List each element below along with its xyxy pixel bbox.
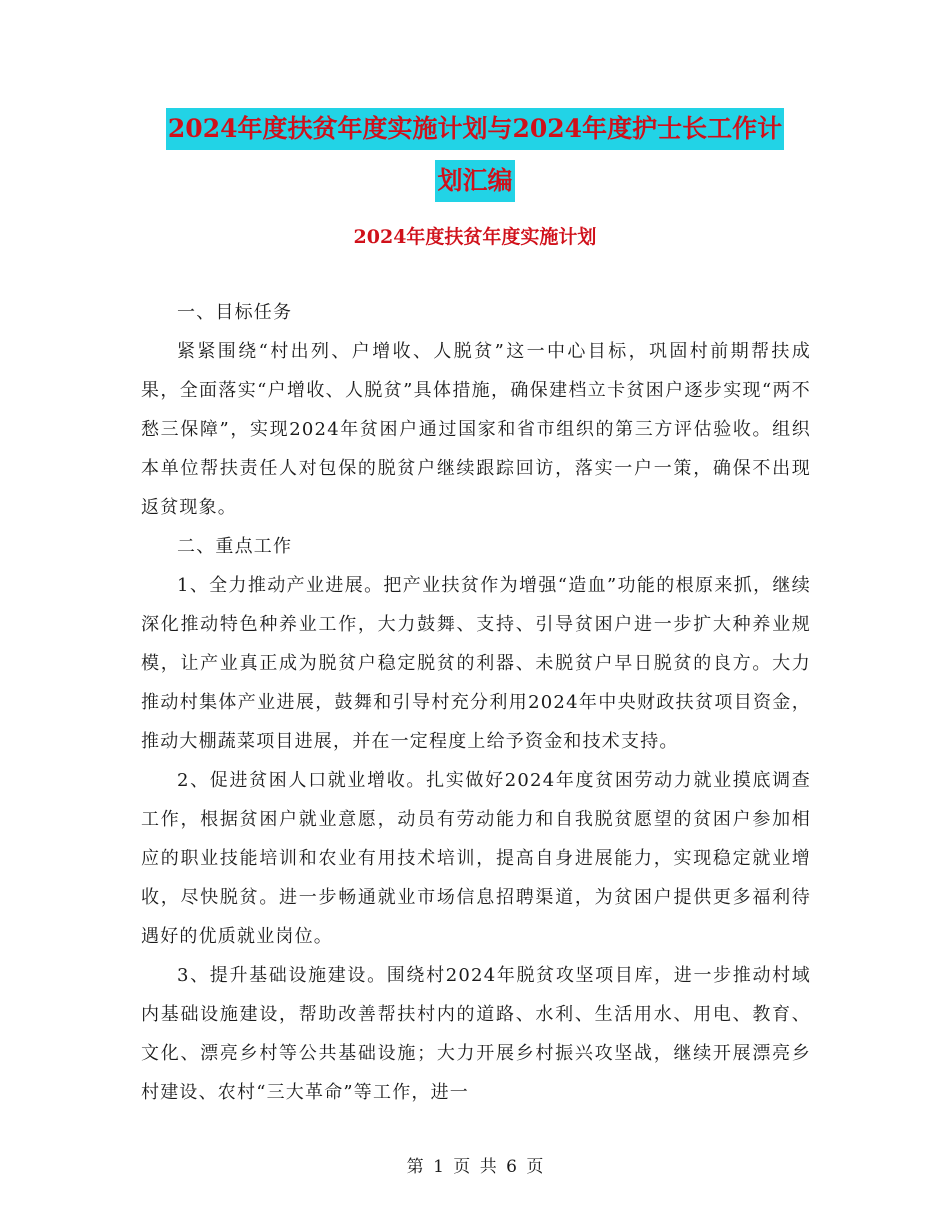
section-heading-key-work: 二、重点工作 xyxy=(177,536,293,557)
section-title: 2024年度扶贫年度实施计划 xyxy=(353,226,597,248)
document-body xyxy=(141,293,811,1112)
paragraph-item-1: 1、全力推动产业进展。把产业扶贫作为增强“造血”功能的根原来抓，继续深化推动特色种养业工作，大力鼓舞、支持、引导贫困户进一步扩大种养业规模，让产业真正成为脱贫户稳定脱贫的利器、未脱贫户早日脱贫的良方。大力推动村集体产业进展，鼓舞和引导村充分利用2024年中央财政扶贫项目资金，推动大棚蔬菜项目进展，并在一定程度上给予资金和技术支持。 xyxy=(141,575,811,752)
paragraph-item-2: 2、促进贫困人口就业增收。扎实做好2024年度贫困劳动力就业摸底调查工作，根据贫困户就业意愿，动员有劳动能力和自我脱贫愿望的贫困户参加相应的职业技能培训和农业有用技术培训，提高自身进展能力，实现稳定就业增收，尽快脱贫。进一步畅通就业市场信息招聘渠道，为贫困户提供更多福利待遇好的优质就业岗位。 xyxy=(141,770,811,947)
paragraph-item-3: 3、提升基础设施建设。围绕村2024年脱贫攻坚项目库，进一步推动村域内基础设施建设，帮助改善帮扶村内的道路、水利、生活用水、用电、教育、文化、漂亮乡村等公共基础设施；大力开展乡村振兴攻坚战，继续开展漂亮乡村建设、农村“三大革命”等工作，进一 xyxy=(141,965,811,1103)
title-line-2: 划汇编 xyxy=(435,160,514,202)
page-number: 第 1 页 共 6 页 xyxy=(406,1157,544,1177)
section-heading-goals: 一、目标任务 xyxy=(177,302,293,323)
document-title xyxy=(0,108,950,202)
title-line-1: 2024年度扶贫年度实施计划与2024年度护士长工作计 xyxy=(166,108,784,150)
paragraph-goals: 紧紧围绕“村出列、户增收、人脱贫”这一中心目标，巩固村前期帮扶成果，全面落实“户增收、人脱贫”具体措施，确保建档立卡贫困户逐步实现“两不愁三保障”，实现2024年贫困户通过国家和省市组织的第三方评估验收。组织本单位帮扶责任人对包保的脱贫户继续跟踪回访，落实一户一策，确保不出现返贫现象。 xyxy=(141,341,811,518)
